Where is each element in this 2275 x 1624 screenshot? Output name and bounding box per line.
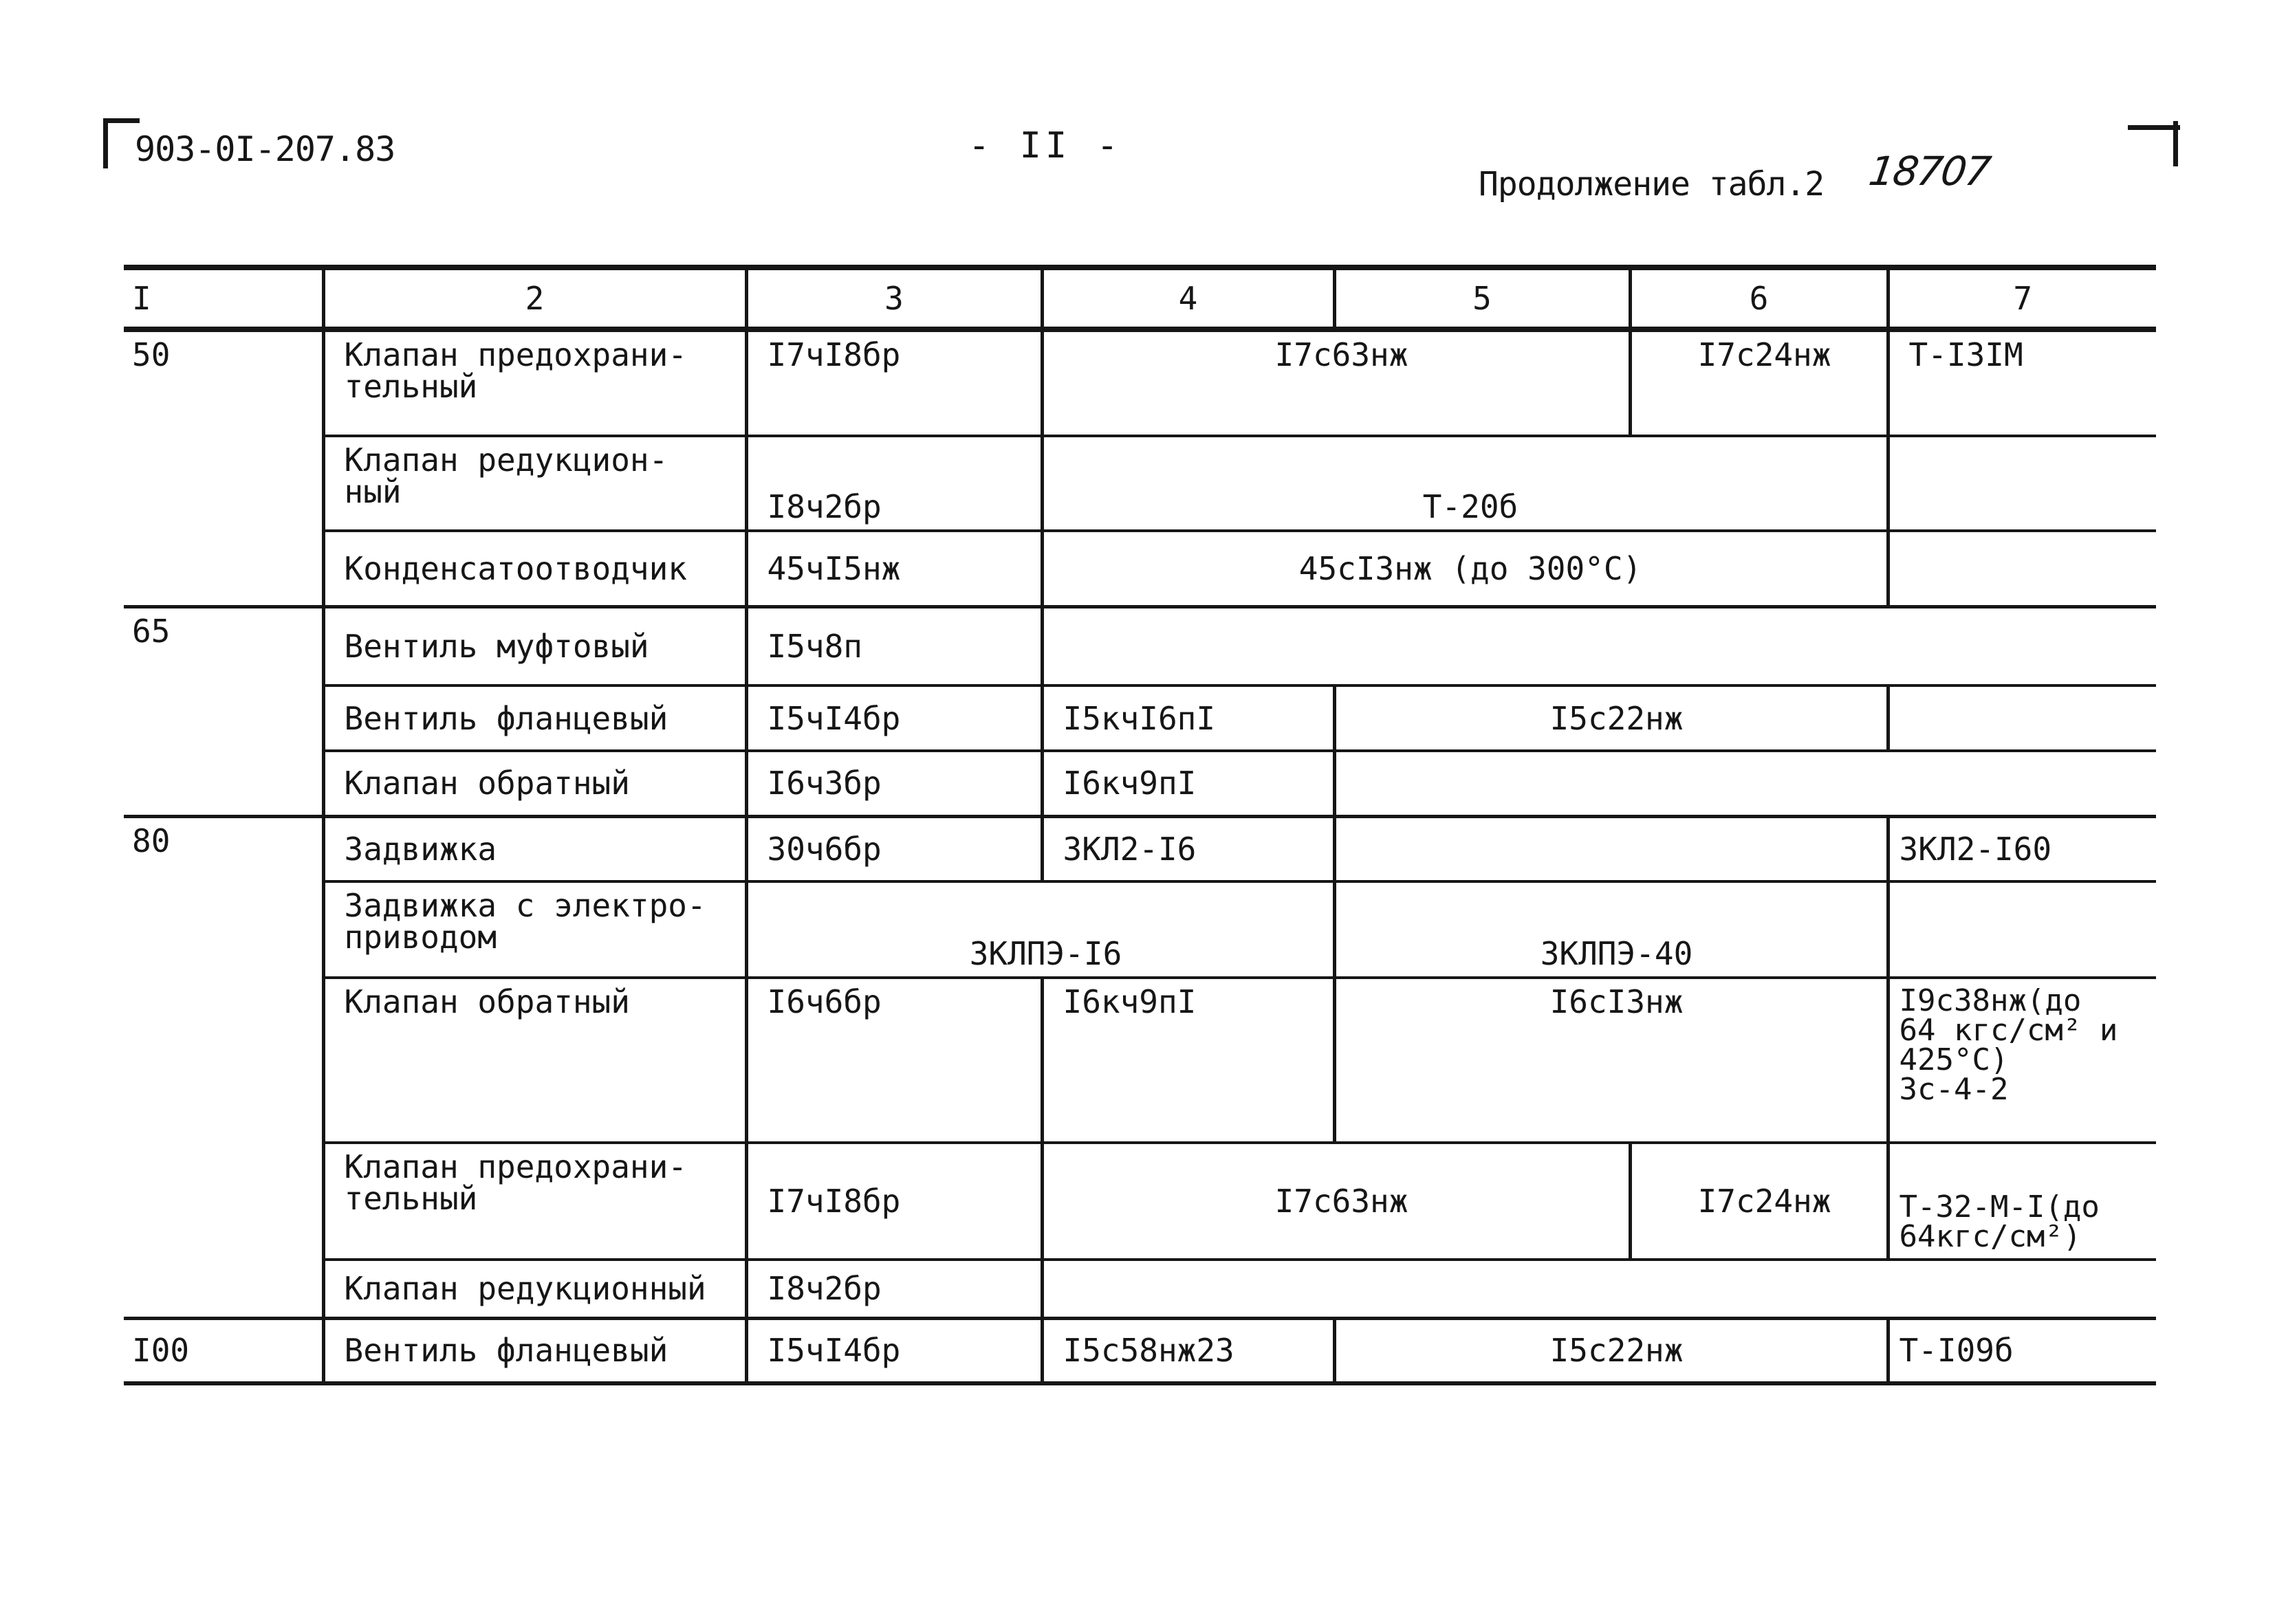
cell-col56 bbox=[1334, 816, 1888, 881]
cell-col56: I5с22нж bbox=[1334, 685, 1888, 751]
cell-col6: I7с24нж bbox=[1630, 1143, 1888, 1260]
cell-col3: I6ч3бр bbox=[746, 751, 1042, 816]
dn-cell: 65 bbox=[132, 612, 171, 650]
item-name: Задвижка bbox=[323, 816, 746, 881]
table-row bbox=[124, 606, 2156, 685]
item-name: Клапан предохрани- тельный bbox=[323, 1143, 746, 1260]
cell-col7: I9с38нж(до 64 кгс/см² и 425°С) 3с-4-2 bbox=[1888, 978, 2156, 1143]
cell-col4567 bbox=[1042, 606, 2156, 685]
corner-mark-top-right bbox=[2128, 121, 2183, 169]
cell-col7: Т-32-М-I(до 64кгс/см²) bbox=[1888, 1143, 2156, 1260]
cell-col4567 bbox=[1042, 1260, 2156, 1318]
cell-col56: I5с22нж bbox=[1334, 1318, 1888, 1383]
cell-col7: Т-I3IМ bbox=[1888, 329, 2156, 436]
cell-col7: Т-I09б bbox=[1888, 1318, 2156, 1383]
table-header-row bbox=[124, 267, 2156, 329]
table-row bbox=[124, 1318, 2156, 1383]
col-header-2: 2 bbox=[323, 267, 746, 329]
table-row bbox=[124, 329, 2156, 436]
cell-col4: I5с58нж23 bbox=[1042, 1318, 1334, 1383]
cell-col3: I5чI4бр bbox=[746, 685, 1042, 751]
cell-col7 bbox=[1888, 685, 2156, 751]
table-row bbox=[124, 816, 2156, 881]
item-name: Клапан предохрани- тельный bbox=[323, 329, 746, 436]
table-row bbox=[124, 685, 2156, 751]
item-name: Конденсатоотводчик bbox=[323, 531, 746, 606]
handwritten-number: 18707 bbox=[1866, 148, 1993, 195]
table-row bbox=[124, 978, 2156, 1143]
table-row bbox=[124, 436, 2156, 531]
cell-col4: I6кч9пI bbox=[1042, 751, 1334, 816]
item-name: Вентиль фланцевый bbox=[323, 1318, 746, 1383]
col-header-7: 7 bbox=[1888, 267, 2156, 329]
cell-col7 bbox=[1888, 881, 2156, 978]
document-code: 903-0I-207.83 bbox=[135, 129, 395, 169]
table-row bbox=[124, 751, 2156, 816]
continuation-label: Продолжение табл.2 bbox=[1479, 165, 1825, 204]
item-name: Вентиль фланцевый bbox=[323, 685, 746, 751]
dn-cell: I00 bbox=[132, 1332, 190, 1370]
table-row bbox=[124, 1143, 2156, 1260]
cell-col7: 3КЛ2-I60 bbox=[1888, 816, 2156, 881]
page-number: - II - bbox=[968, 125, 1122, 166]
dn-cell: 80 bbox=[132, 822, 171, 859]
table-row bbox=[124, 531, 2156, 606]
cell-col3: I8ч2бр bbox=[746, 436, 1042, 531]
cell-col456: Т-20б bbox=[1042, 436, 1888, 531]
table-row bbox=[124, 1260, 2156, 1318]
cell-col3: I8ч2бр bbox=[746, 1260, 1042, 1318]
cell-col4: I5кчI6пI bbox=[1042, 685, 1334, 751]
col-header-5: 5 bbox=[1334, 267, 1630, 329]
item-name: Задвижка с электро- приводом bbox=[323, 881, 746, 978]
cell-col45: I7с63нж bbox=[1042, 1143, 1630, 1260]
fittings-table bbox=[124, 265, 2156, 1385]
cell-col3: I5чI4бр bbox=[746, 1318, 1042, 1383]
col-header-1: I bbox=[132, 280, 151, 317]
item-name: Клапан редукцион- ный bbox=[323, 436, 746, 531]
cell-col3: I5ч8п bbox=[746, 606, 1042, 685]
cell-col4: I6кч9пI bbox=[1042, 978, 1334, 1143]
dn-cell: 50 bbox=[132, 336, 171, 373]
cell-col3: I6ч6бр bbox=[746, 978, 1042, 1143]
cell-col56: I6сI3нж bbox=[1334, 978, 1888, 1143]
item-name: Клапан обратный bbox=[323, 978, 746, 1143]
cell-col4: 3КЛ2-I6 bbox=[1042, 816, 1334, 881]
cell-col3: 45чI5нж bbox=[746, 531, 1042, 606]
cell-col3: I7чI8бр bbox=[746, 329, 1042, 436]
cell-col3: 30ч6бр bbox=[746, 816, 1042, 881]
col-header-4: 4 bbox=[1042, 267, 1334, 329]
cell-col3: I7чI8бр bbox=[746, 1143, 1042, 1260]
item-name: Клапан редукционный bbox=[323, 1260, 746, 1318]
col-header-3: 3 bbox=[746, 267, 1042, 329]
col-header-6: 6 bbox=[1630, 267, 1888, 329]
table-row bbox=[124, 881, 2156, 978]
item-name: Вентиль муфтовый bbox=[323, 606, 746, 685]
item-name: Клапан обратный bbox=[323, 751, 746, 816]
cell-col6: I7с24нж bbox=[1630, 329, 1888, 436]
cell-col7 bbox=[1888, 436, 2156, 531]
cell-col7 bbox=[1888, 531, 2156, 606]
cell-col34: 3КЛПЭ-I6 bbox=[746, 881, 1334, 978]
cell-col456: 45сI3нж (до 300°С) bbox=[1042, 531, 1888, 606]
cell-col56: 3КЛПЭ-40 bbox=[1334, 881, 1888, 978]
cell-col45: I7с63нж bbox=[1042, 329, 1630, 436]
cell-col567 bbox=[1334, 751, 2156, 816]
